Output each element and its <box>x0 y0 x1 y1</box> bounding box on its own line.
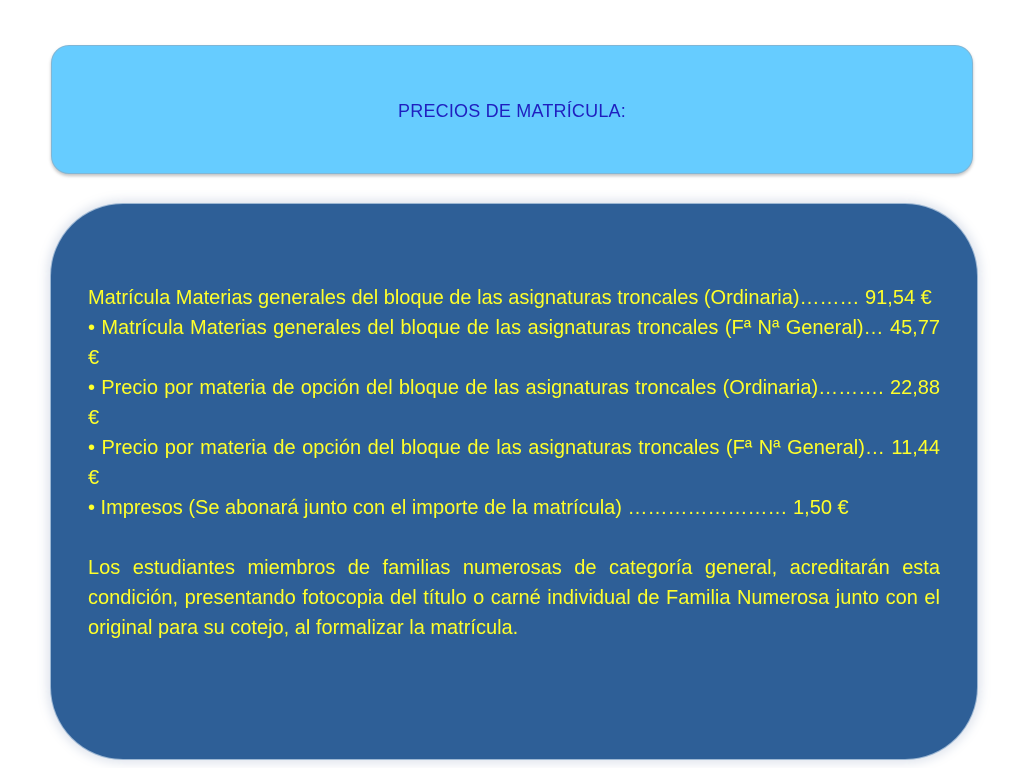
price-item-option-large-family: • Precio por materia de opción del bloque de las asignaturas troncales (Fª Nª General)… 11,44 € <box>88 437 940 489</box>
price-item-large-family-general: • Matrícula Materias generales del bloque de las asignaturas troncales (Fª Nª General)… 45,77 € <box>88 317 940 369</box>
price-item-option-ordinary: • Precio por materia de opción del bloque de las asignaturas troncales (Ordinaria)………. 22,88 € <box>88 377 940 429</box>
title-box <box>51 45 973 174</box>
content-text <box>88 283 940 643</box>
slide-title: PRECIOS DE MATRÍCULA: <box>398 101 626 121</box>
paragraph-gap <box>88 523 940 553</box>
price-item-forms: • Impresos (Se abonará junto con el importe de la matrícula) …………………… 1,50 € <box>88 497 849 519</box>
content-box <box>51 204 977 759</box>
large-family-note: Los estudiantes miembros de familias numerosas de categoría general, acreditarán esta condición, presentando fotocopia del título o carné individual de Familia Numerosa junto con el original para su cotejo, al formalizar la matrícula. <box>88 557 940 639</box>
price-item-ordinary-general: Matrícula Materias generales del bloque de las asignaturas troncales (Ordinaria)……… 91,54 € <box>88 287 932 309</box>
